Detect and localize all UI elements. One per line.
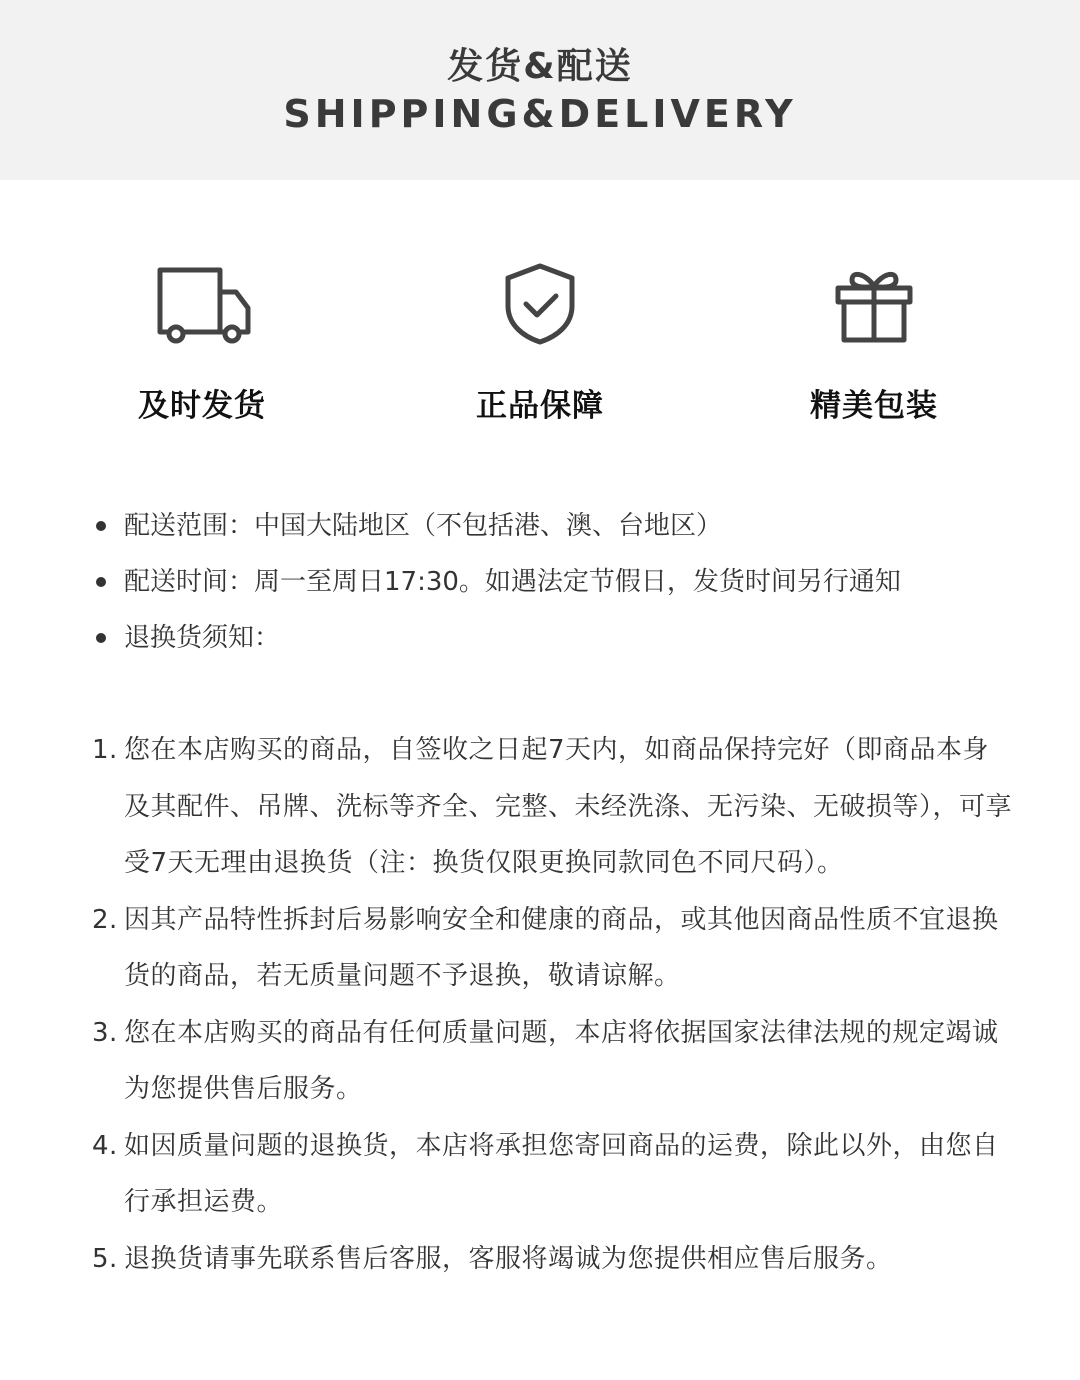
feature-authentic [390,262,690,424]
policy-item-5 [92,1231,1012,1288]
policy-number: 3. [92,1017,118,1048]
shield-check-icon [490,262,590,346]
list-item-delivery-time [96,558,901,614]
policy-text: 您在本店购买的商品，自签收之日起7天内，如商品保持完好（即商品本身及其配件、吊牌、洗标等齐全、完整、未经洗涤、无污染、无破损等），可享受7天无理由退换货（注：换货仅限更换同款同色不同尺码）。 [124,735,1013,878]
shipping-info-list [96,502,901,670]
feature-packaging [724,262,1024,424]
bullet-dot [96,521,106,531]
truck-icon [152,262,252,346]
policy-text: 如因质量问题的退换货，本店将承担您寄回商品的运费，除此以外，由您自行承担运费。 [124,1130,999,1217]
page-title-cn: 发货&配送 [447,46,633,87]
header-banner [0,0,1080,180]
list-item-return-notice [96,614,901,670]
bullet-dot [96,577,106,587]
gift-icon [824,262,924,346]
page-title-en: SHIPPING&DELIVERY [283,92,797,136]
policy-text: 您在本店购买的商品有任何质量问题，本店将依据国家法律法规的规定竭诚为您提供售后服务。 [124,1017,999,1104]
return-policy-list [92,722,1012,1287]
policy-item-2 [92,892,1012,1005]
policy-number: 2. [92,904,118,935]
policy-number: 5. [92,1243,118,1274]
feature-label-fast-shipping: 及时发货 [138,388,266,424]
policy-text: 退换货请事先联系售后客服，客服将竭诚为您提供相应售后服务。 [124,1243,893,1274]
policy-item-3 [92,1005,1012,1118]
feature-label-packaging: 精美包装 [810,388,938,424]
bullet-dot [96,633,106,643]
policy-number: 1. [92,735,118,765]
policy-text: 因其产品特性拆封后易影响安全和健康的商品，或其他因商品性质不宜退换货的商品，若无质量问题不予退换，敬请谅解。 [124,904,999,991]
bullet-text: 退换货须知： [124,623,281,653]
policy-item-4 [92,1118,1012,1231]
bullet-text: 配送时间：周一至周日17:30。如遇法定节假日，发货时间另行通知 [124,567,901,597]
list-item-delivery-range [96,502,901,558]
feature-label-authentic: 正品保障 [476,388,604,424]
bullet-text: 配送范围：中国大陆地区（不包括港、澳、台地区） [124,511,723,541]
policy-item-1 [92,722,1012,892]
feature-fast-shipping [52,262,352,424]
policy-number: 4. [92,1130,118,1161]
